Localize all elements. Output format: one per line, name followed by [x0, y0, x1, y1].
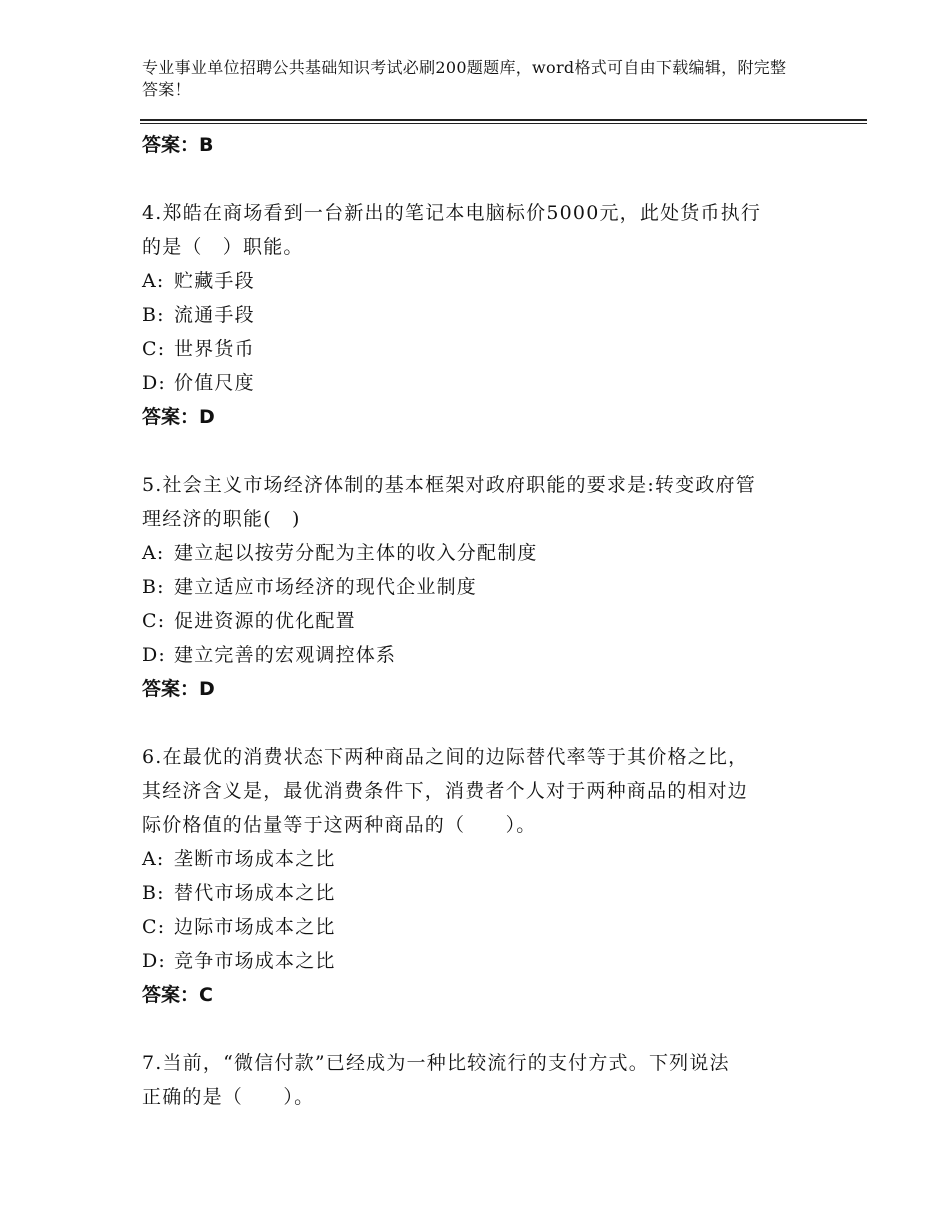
question-stem-line: 理经济的职能( ) [142, 508, 301, 530]
option-text: 替代市场成本之比 [174, 882, 336, 904]
option-text: 边际市场成本之比 [174, 916, 336, 938]
option-text: 流通手段 [174, 304, 255, 326]
option-b [142, 570, 812, 604]
option-a [142, 842, 812, 876]
option-d [142, 944, 812, 978]
option-text: 价值尺度 [174, 372, 255, 394]
header-divider [140, 119, 867, 124]
option-text: 建立完善的宏观调控体系 [174, 644, 397, 666]
option-key: D: [142, 372, 167, 394]
option-a [142, 264, 812, 298]
option-key: C: [142, 338, 166, 360]
question-stem-line: 其经济含义是，最优消费条件下，消费者个人对于两种商品的相对边 [142, 780, 749, 802]
question-stem-line: 6.在最优的消费状态下两种商品之间的边际替代率等于其价格之比， [142, 746, 749, 768]
answer-line: 答案：D [142, 678, 215, 700]
page-header-title: 专业事业单位招聘公共基础知识考试必刷200题题库，word格式可自由下载编辑，附完整答案！ [142, 58, 787, 99]
question-stem-line: 的是（ ）职能。 [142, 236, 304, 258]
answer-line: 答案：D [142, 406, 215, 428]
option-text: 垄断市场成本之比 [174, 848, 336, 870]
option-key: B: [142, 304, 165, 326]
question-block [142, 196, 812, 434]
question-stem-line: 正确的是（ ）。 [142, 1086, 315, 1108]
option-key: C: [142, 916, 166, 938]
option-text: 竞争市场成本之比 [174, 950, 336, 972]
answer-line: 答案：C [142, 984, 213, 1006]
question-stem-line: 7.当前，“微信付款”已经成为一种比较流行的支付方式。下列说法 [142, 1052, 730, 1074]
option-c [142, 332, 812, 366]
option-key: B: [142, 882, 165, 904]
option-d [142, 638, 812, 672]
question-block [142, 468, 812, 706]
option-key: A: [142, 270, 165, 292]
option-key: A: [142, 848, 165, 870]
option-a [142, 536, 812, 570]
answer-line: 答案：B [142, 134, 214, 156]
option-key: D: [142, 950, 167, 972]
option-d [142, 366, 812, 400]
option-key: D: [142, 644, 167, 666]
question-stem-line: 5.社会主义市场经济体制的基本框架对政府职能的要求是:转变政府管 [142, 474, 756, 496]
option-text: 建立适应市场经济的现代企业制度 [174, 576, 478, 598]
option-c [142, 604, 812, 638]
document-content [142, 128, 812, 1114]
option-key: B: [142, 576, 165, 598]
option-b [142, 298, 812, 332]
question-block [142, 740, 812, 1012]
option-text: 贮藏手段 [174, 270, 255, 292]
question-stem-line: 际价格值的估量等于这两种商品的（ ）。 [142, 814, 537, 836]
option-key: C: [142, 610, 166, 632]
option-key: A: [142, 542, 165, 564]
option-b [142, 876, 812, 910]
option-text: 世界货币 [174, 338, 255, 360]
question-block [142, 1046, 812, 1114]
question-stem-line: 4.郑皓在商场看到一台新出的笔记本电脑标价5000元，此处货币执行 [142, 202, 762, 224]
option-text: 建立起以按劳分配为主体的收入分配制度 [174, 542, 538, 564]
option-c [142, 910, 812, 944]
option-text: 促进资源的优化配置 [174, 610, 356, 632]
